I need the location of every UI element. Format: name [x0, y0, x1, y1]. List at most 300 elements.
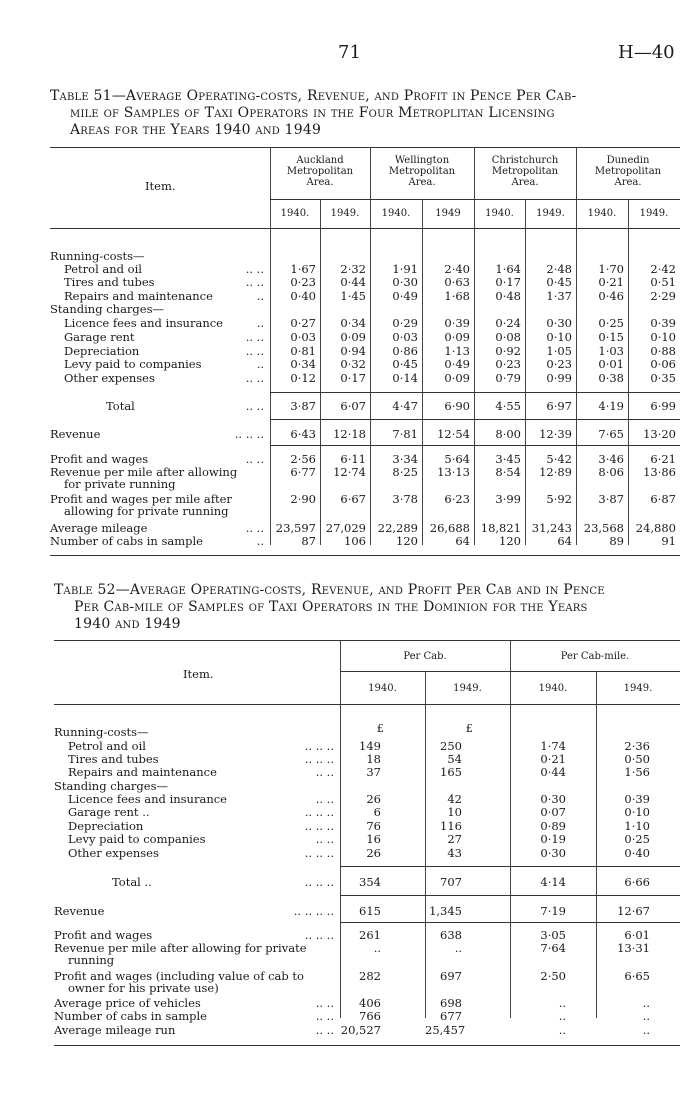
area-header: Auckland [296, 155, 344, 166]
value-cell: 2·36 [624, 739, 650, 753]
value-cell: 0·99 [546, 371, 572, 385]
caption-line: Areas for the Years 1940 and 1949 [70, 122, 322, 138]
value-cell: 6·99 [650, 399, 676, 413]
leader-dots: .. [256, 357, 264, 371]
value-cell: 0·30 [546, 316, 572, 330]
value-cell: 3·87 [598, 492, 624, 506]
value-cell: 250 [440, 739, 462, 753]
value-cell: 354 [359, 875, 381, 889]
value-cell: 12·74 [333, 465, 366, 479]
row-label: Average mileage [50, 521, 148, 535]
value-cell: 0·09 [444, 330, 470, 344]
area-header: Metropolitan [594, 166, 662, 177]
value-cell: 698 [440, 996, 462, 1010]
leader-dots: .. .. .. [304, 752, 334, 766]
rule-line [340, 895, 680, 896]
row-label: Tires and tubes [68, 752, 159, 766]
rule-line [270, 445, 680, 446]
rule-line [50, 147, 680, 148]
row-label: Standing charges— [54, 779, 168, 793]
value-cell: 6·11 [340, 452, 366, 466]
value-cell: 766 [359, 1009, 381, 1023]
value-cell: 0·94 [340, 344, 366, 358]
value-cell: 0·03 [290, 330, 316, 344]
leader-dots: .. .. [245, 399, 264, 413]
year-header: 1940. [368, 683, 397, 694]
value-cell: 0·21 [598, 275, 624, 289]
currency-symbol: £ [376, 721, 384, 735]
caption-line: Table 51—Average Operating-costs, Revenue, and Profit in Pence Per Cab- [50, 88, 577, 104]
row-label: running [68, 953, 115, 967]
area-header: Metropolitan [388, 166, 456, 177]
leader-dots: .. .. [315, 792, 334, 806]
value-cell: 0·21 [540, 752, 566, 766]
value-cell: 3·87 [290, 399, 316, 413]
value-cell: 0·48 [495, 289, 521, 303]
value-cell: 8·06 [598, 465, 624, 479]
rule-line [270, 392, 680, 393]
row-label: Petrol and oil [68, 739, 146, 753]
currency-symbol: £ [465, 721, 473, 735]
value-cell: 25,457 [425, 1023, 466, 1037]
value-cell: 0·17 [340, 371, 366, 385]
value-cell: 3·78 [392, 492, 418, 506]
value-cell: 0·25 [624, 832, 650, 846]
value-cell: 16 [366, 832, 381, 846]
value-cell: 707 [440, 875, 462, 889]
value-cell: 0·14 [392, 371, 418, 385]
value-cell: 0·39 [444, 316, 470, 330]
leader-dots: .. .. .. [304, 846, 334, 860]
value-cell: 0·30 [392, 275, 418, 289]
leader-dots: .. .. [245, 275, 264, 289]
value-cell: 13·13 [437, 465, 470, 479]
year-header: 1949. [330, 208, 360, 219]
value-cell: 406 [359, 996, 381, 1010]
row-label: Standing charges— [50, 302, 164, 316]
value-cell: 13·20 [643, 427, 676, 441]
value-cell: 20,527 [340, 1023, 381, 1037]
value-cell: 7·64 [540, 941, 566, 955]
value-cell: 37 [366, 765, 381, 779]
value-cell: 64 [557, 534, 572, 548]
caption-line: 1940 and 1949 [74, 616, 181, 632]
value-cell: 42 [447, 792, 462, 806]
value-cell: 0·86 [392, 344, 418, 358]
table52-caption [54, 582, 682, 633]
row-label: Profit and wages per mile after [50, 492, 232, 506]
year-header: 1949. [623, 683, 653, 694]
value-cell: 3·46 [598, 452, 624, 466]
value-cell: 697 [440, 969, 462, 983]
item-header: Item. [145, 179, 176, 193]
value-cell: 1·05 [546, 344, 572, 358]
rule-line [340, 866, 680, 867]
value-cell: 0·23 [495, 357, 521, 371]
value-cell: 6·77 [290, 465, 316, 479]
rule-line [50, 555, 680, 556]
value-cell: 0·23 [546, 357, 572, 371]
value-cell: 18,821 [480, 521, 521, 535]
value-cell: 0·09 [340, 330, 366, 344]
value-cell: 0·46 [598, 289, 624, 303]
value-cell: 0·12 [290, 371, 316, 385]
value-cell: 0·39 [650, 316, 676, 330]
row-label: Average mileage run [54, 1023, 176, 1037]
value-cell: 0·40 [624, 846, 650, 860]
value-cell: .. [454, 941, 462, 955]
value-cell: 6·87 [650, 492, 676, 506]
row-label: Tires and tubes [64, 275, 155, 289]
value-cell: 0·35 [650, 371, 676, 385]
leader-dots: .. .. [315, 1023, 334, 1037]
value-cell: 2·50 [540, 969, 566, 983]
value-cell: 3·45 [495, 452, 521, 466]
row-label: Running-costs— [54, 725, 149, 739]
row-label: Levy paid to companies [68, 832, 206, 846]
value-cell: 0·01 [598, 357, 624, 371]
value-cell: 1·67 [290, 262, 316, 276]
value-cell: .. [558, 996, 566, 1010]
value-cell: 26 [366, 792, 381, 806]
row-label: Licence fees and insurance [64, 316, 223, 330]
row-label: Profit and wages [50, 452, 149, 466]
value-cell: 0·03 [392, 330, 418, 344]
leader-dots: .. .. .. .. [293, 904, 334, 918]
rule-line [340, 671, 680, 672]
value-cell: 12·89 [539, 465, 572, 479]
value-cell: 0·49 [444, 357, 470, 371]
caption-line: Table 52—Average Operating-costs, Revenue, and Profit Per Cab and in Pence [54, 582, 605, 598]
row-label: Garage rent .. [68, 805, 150, 819]
value-cell: 1,345 [429, 904, 462, 918]
value-cell: .. [642, 996, 650, 1010]
year-header: 1940. [587, 208, 617, 219]
row-label: Revenue per mile after allowing [50, 465, 238, 479]
rule-line [54, 1045, 680, 1046]
value-cell: 0·40 [290, 289, 316, 303]
value-cell: 0·79 [495, 371, 521, 385]
value-cell: 1·56 [624, 765, 650, 779]
value-cell: 0·45 [546, 275, 572, 289]
value-cell: 0·32 [340, 357, 366, 371]
value-cell: 0·45 [392, 357, 418, 371]
value-cell: 5·42 [546, 452, 572, 466]
page-reference: H—40 [618, 42, 675, 63]
leader-dots: .. .. .. [304, 928, 334, 942]
rule-line [270, 419, 680, 420]
value-cell: 2·32 [340, 262, 366, 276]
value-cell: 0·44 [340, 275, 366, 289]
value-cell: 89 [609, 534, 624, 548]
value-cell: 120 [499, 534, 521, 548]
row-label: Garage rent [64, 330, 135, 344]
value-cell: 31,243 [531, 521, 572, 535]
row-label: for private running [64, 477, 176, 491]
year-header: 1949 [435, 208, 461, 219]
value-cell: 0·39 [624, 792, 650, 806]
area-header: Area. [614, 177, 642, 188]
value-cell: 6·23 [444, 492, 470, 506]
value-cell: 27,029 [325, 521, 366, 535]
value-cell: 116 [440, 819, 462, 833]
value-cell: 12·39 [539, 427, 572, 441]
value-cell: 3·99 [495, 492, 521, 506]
leader-dots: .. .. .. [304, 819, 334, 833]
row-label: Levy paid to companies [64, 357, 202, 371]
value-cell: 0·10 [650, 330, 676, 344]
value-cell: 13·86 [643, 465, 676, 479]
value-cell: 6·07 [340, 399, 366, 413]
value-cell: 1·70 [598, 262, 624, 276]
leader-dots: .. .. [245, 521, 264, 535]
area-header: Wellington [394, 155, 450, 166]
value-cell: 54 [447, 752, 462, 766]
row-label: Other expenses [64, 371, 155, 385]
value-cell: 0·24 [495, 316, 521, 330]
page-number: 71 [338, 42, 361, 63]
value-cell: 0·34 [340, 316, 366, 330]
value-cell: 1·68 [444, 289, 470, 303]
table51-caption [50, 88, 682, 139]
value-cell: 261 [359, 928, 381, 942]
value-cell: 18 [366, 752, 381, 766]
value-cell: 7·65 [598, 427, 624, 441]
value-cell: 12·54 [437, 427, 470, 441]
row-label: Profit and wages (including value of cab to [54, 969, 304, 983]
value-cell: 3·34 [392, 452, 418, 466]
area-header: Area. [408, 177, 436, 188]
value-cell: 2·48 [546, 262, 572, 276]
row-label: Revenue [54, 904, 105, 918]
value-cell: .. [558, 1023, 566, 1037]
value-cell: 76 [366, 819, 381, 833]
value-cell: 0·06 [650, 357, 676, 371]
value-cell: 7·81 [392, 427, 418, 441]
year-header: 1949. [453, 683, 482, 694]
value-cell: 0·15 [598, 330, 624, 344]
row-label: Number of cabs in sample [50, 534, 203, 548]
value-cell: 6·67 [340, 492, 366, 506]
leader-dots: .. .. [315, 832, 334, 846]
value-cell: 165 [440, 765, 462, 779]
row-label: Number of cabs in sample [54, 1009, 207, 1023]
value-cell: 4·19 [598, 399, 624, 413]
leader-dots: .. [256, 534, 264, 548]
value-cell: 0·30 [540, 792, 566, 806]
value-cell: 4·14 [540, 875, 566, 889]
rule-line [270, 199, 680, 200]
group-header: Per Cab. [403, 651, 447, 662]
row-label: Average price of vehicles [54, 996, 201, 1010]
area-header: Area. [306, 177, 334, 188]
value-cell: 2·90 [290, 492, 316, 506]
value-cell: 10 [447, 805, 462, 819]
value-cell: 4·55 [495, 399, 521, 413]
value-cell: 0·51 [650, 275, 676, 289]
value-cell: 1·74 [540, 739, 566, 753]
value-cell: 0·81 [290, 344, 316, 358]
caption-line: Per Cab-mile of Samples of Taxi Operators in the Dominion for the Years [74, 599, 588, 615]
year-header: 1949. [536, 208, 565, 219]
value-cell: 0·88 [650, 344, 676, 358]
value-cell: 0·10 [624, 805, 650, 819]
value-cell: .. [373, 941, 381, 955]
leader-dots: .. .. [315, 996, 334, 1010]
area-header: Metropolitan [286, 166, 354, 177]
value-cell: 5·92 [546, 492, 572, 506]
value-cell: 0·50 [624, 752, 650, 766]
value-cell: 1·13 [444, 344, 470, 358]
row-label: allowing for private running [64, 504, 229, 518]
row-label: Depreciation [68, 819, 144, 833]
value-cell: 0·34 [290, 357, 316, 371]
value-cell: 87 [301, 534, 316, 548]
row-label: Other expenses [68, 846, 159, 860]
leader-dots: .. .. [245, 330, 264, 344]
value-cell: .. [558, 1009, 566, 1023]
value-cell: 4·47 [392, 399, 418, 413]
value-cell: 12·18 [333, 427, 366, 441]
value-cell: 2·42 [650, 262, 676, 276]
value-cell: 0·17 [495, 275, 521, 289]
rule-line [54, 640, 680, 641]
row-label: Repairs and maintenance [68, 765, 217, 779]
value-cell: 8·25 [392, 465, 418, 479]
area-header: Dunedin [606, 155, 650, 166]
area-header: Area. [511, 177, 539, 188]
value-cell: 0·27 [290, 316, 316, 330]
value-cell: 8·00 [495, 427, 521, 441]
value-cell: 23,568 [583, 521, 624, 535]
value-cell: 7·19 [540, 904, 566, 918]
value-cell: 26,688 [429, 521, 470, 535]
leader-dots: .. .. [315, 765, 334, 779]
value-cell: 6·65 [624, 969, 650, 983]
leader-dots: .. .. [245, 262, 264, 276]
value-cell: 2·40 [444, 262, 470, 276]
value-cell: 26 [366, 846, 381, 860]
rule-line [340, 922, 680, 923]
row-label: Petrol and oil [64, 262, 142, 276]
value-cell: 22,289 [377, 521, 418, 535]
value-cell: 6·21 [650, 452, 676, 466]
row-label: Total [106, 399, 135, 413]
value-cell: 106 [344, 534, 366, 548]
area-header: Metropolitan [491, 166, 559, 177]
leader-dots: .. [256, 316, 264, 330]
leader-dots: .. .. [245, 452, 264, 466]
value-cell: 1·10 [624, 819, 650, 833]
rule-line [50, 228, 680, 229]
value-cell: 24,880 [635, 521, 676, 535]
value-cell: 677 [440, 1009, 462, 1023]
value-cell: 0·29 [392, 316, 418, 330]
value-cell: 43 [447, 846, 462, 860]
value-cell: 23,597 [275, 521, 316, 535]
area-header: Christchurch [491, 155, 559, 166]
value-cell: .. [642, 1009, 650, 1023]
value-cell: 5·64 [444, 452, 470, 466]
value-cell: 0·92 [495, 344, 521, 358]
leader-dots: .. .. .. [304, 805, 334, 819]
caption-line: mile of Samples of Taxi Operators in the Four Metroplitan Licensing [70, 105, 555, 121]
value-cell: 6 [373, 805, 381, 819]
leader-dots: .. .. .. [304, 739, 334, 753]
value-cell: 638 [440, 928, 462, 942]
group-header: Per Cab-mile. [560, 651, 630, 662]
row-label: Revenue per mile after allowing for private [54, 941, 307, 955]
row-label: Revenue [50, 427, 101, 441]
value-cell: .. [642, 1023, 650, 1037]
value-cell: 282 [359, 969, 381, 983]
value-cell: 6·97 [546, 399, 572, 413]
value-cell: 615 [359, 904, 381, 918]
leader-dots: .. .. [245, 371, 264, 385]
value-cell: 27 [447, 832, 462, 846]
value-cell: 120 [396, 534, 418, 548]
value-cell: 1·91 [392, 262, 418, 276]
value-cell: 6·90 [444, 399, 470, 413]
year-header: 1940. [381, 208, 411, 219]
value-cell: 0·19 [540, 832, 566, 846]
value-cell: 64 [455, 534, 470, 548]
row-label: Profit and wages [54, 928, 153, 942]
value-cell: 0·38 [598, 371, 624, 385]
value-cell: 91 [661, 534, 676, 548]
row-label: Total .. [112, 875, 152, 889]
row-label: Licence fees and insurance [68, 792, 227, 806]
value-cell: 0·30 [540, 846, 566, 860]
value-cell: 0·23 [290, 275, 316, 289]
row-label: Depreciation [64, 344, 140, 358]
value-cell: 12·67 [617, 904, 650, 918]
value-cell: 149 [359, 739, 381, 753]
value-cell: 3·05 [540, 928, 566, 942]
leader-dots: .. .. .. [234, 427, 264, 441]
value-cell: 0·63 [444, 275, 470, 289]
value-cell: 0·49 [392, 289, 418, 303]
value-cell: 13·31 [617, 941, 650, 955]
value-cell: 6·43 [290, 427, 316, 441]
value-cell: 6·01 [624, 928, 650, 942]
value-cell: 0·89 [540, 819, 566, 833]
row-label: Repairs and maintenance [64, 289, 213, 303]
value-cell: 1·37 [546, 289, 572, 303]
leader-dots: .. .. [315, 1009, 334, 1023]
row-label: Running-costs— [50, 249, 145, 263]
item-header: Item. [183, 667, 214, 681]
year-header: 1940. [538, 683, 568, 694]
value-cell: 2·56 [290, 452, 316, 466]
row-label: owner for his private use) [68, 981, 219, 995]
value-cell: 0·09 [444, 371, 470, 385]
year-header: 1949. [639, 208, 669, 219]
value-cell: 2·29 [650, 289, 676, 303]
value-cell: 0·10 [546, 330, 572, 344]
value-cell: 8·54 [495, 465, 521, 479]
leader-dots: .. .. .. [304, 875, 334, 889]
leader-dots: .. .. [245, 344, 264, 358]
year-header: 1940. [280, 208, 310, 219]
value-cell: 0·44 [540, 765, 566, 779]
value-cell: 1·45 [340, 289, 366, 303]
value-cell: 1·03 [598, 344, 624, 358]
value-cell: 0·07 [540, 805, 566, 819]
value-cell: 1·64 [495, 262, 521, 276]
rule-line [54, 704, 680, 705]
value-cell: 0·25 [598, 316, 624, 330]
